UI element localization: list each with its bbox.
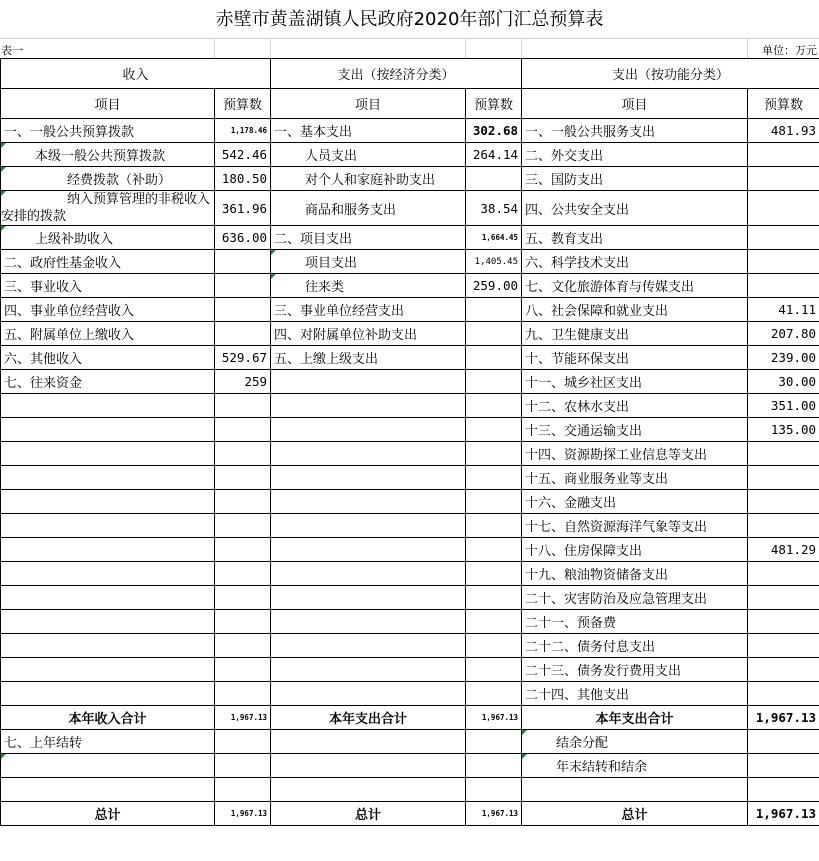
grid-line	[465, 38, 466, 58]
func-value	[748, 442, 819, 466]
econ-item	[271, 394, 466, 418]
func-total-value: 1,967.13	[748, 706, 819, 730]
econ-item	[271, 586, 466, 610]
econ-item	[271, 370, 466, 394]
income-item: 五、附属单位上缴收入	[1, 322, 215, 346]
income-value: 361.96	[215, 191, 271, 226]
econ-item	[271, 418, 466, 442]
income-item	[1, 682, 215, 706]
econ-item: 商品和服务支出	[271, 191, 466, 226]
income-value	[215, 514, 271, 538]
func-value	[748, 490, 819, 514]
func-value: 239.00	[748, 346, 819, 370]
table-row	[1, 562, 819, 586]
func-item-label: 结余分配	[556, 736, 609, 751]
income-item: 七、往来资金	[1, 370, 215, 394]
econ-value	[466, 682, 522, 706]
income-item	[1, 514, 215, 538]
carry-row	[1, 778, 819, 802]
income-item	[1, 658, 215, 682]
econ-value	[466, 167, 522, 191]
econ-item-label: 往来类	[305, 280, 345, 295]
income-value	[215, 538, 271, 562]
cell-marker	[1, 754, 6, 759]
func-item	[522, 730, 748, 754]
func-value: 30.00	[748, 370, 819, 394]
income-value	[215, 418, 271, 442]
income-item	[1, 610, 215, 634]
func-value	[748, 634, 819, 658]
income-value	[215, 586, 271, 610]
table-row	[1, 418, 819, 442]
income-item: 三、事业收入	[1, 274, 215, 298]
table-row	[1, 143, 819, 167]
cell-marker	[522, 730, 527, 735]
income-value	[215, 610, 271, 634]
income-total-value: 1,967.13	[215, 706, 271, 730]
econ-value: 259.00	[466, 274, 522, 298]
table-row	[1, 466, 819, 490]
func-value	[748, 682, 819, 706]
income-item-label: 经费拨款（补助）	[67, 173, 172, 188]
econ-item: 三、事业单位经营支出	[271, 298, 466, 322]
income-item	[1, 466, 215, 490]
func-item: 三、国防支出	[522, 167, 748, 191]
column-header-item: 项目	[271, 89, 466, 119]
econ-item	[271, 610, 466, 634]
cell-marker	[1, 167, 6, 172]
table-row	[1, 682, 819, 706]
income-value	[215, 442, 271, 466]
func-value	[748, 226, 819, 250]
income-item-label: 上级补助收入	[35, 232, 114, 247]
func-item: 十四、资源勘探工业信息等支出	[522, 442, 748, 466]
table-row	[1, 394, 819, 418]
func-value	[748, 778, 819, 802]
income-total-label: 本年收入合计	[1, 706, 215, 730]
table-row	[1, 226, 819, 250]
income-value	[215, 634, 271, 658]
func-value	[748, 466, 819, 490]
econ-value: 38.54	[466, 191, 522, 226]
sheet-title: 赤壁市黄盖湖镇人民政府2020年部门汇总预算表	[215, 9, 604, 30]
econ-item	[271, 514, 466, 538]
income-item: 七、上年结转	[1, 730, 215, 754]
econ-item	[271, 754, 466, 778]
table-row	[1, 658, 819, 682]
func-value	[748, 586, 819, 610]
econ-value	[466, 586, 522, 610]
func-item: 十、节能环保支出	[522, 346, 748, 370]
func-item: 一、一般公共服务支出	[522, 119, 748, 143]
func-value	[748, 610, 819, 634]
func-item: 八、社会保障和就业支出	[522, 298, 748, 322]
grid-line	[747, 38, 748, 58]
carry-row	[1, 730, 819, 754]
func-value: 481.93	[748, 119, 819, 143]
income-value	[215, 778, 271, 802]
table-row	[1, 538, 819, 562]
income-item	[1, 562, 215, 586]
econ-item	[271, 634, 466, 658]
grand-total-value: 1,967.13	[215, 802, 271, 826]
income-item	[1, 143, 215, 167]
income-value	[215, 394, 271, 418]
func-item: 二十一、预备费	[522, 610, 748, 634]
table-row	[1, 514, 819, 538]
section-header-row	[1, 59, 819, 89]
econ-value	[466, 490, 522, 514]
income-item: 六、其他收入	[1, 346, 215, 370]
func-value	[748, 143, 819, 167]
table-row	[1, 191, 819, 226]
income-item: 四、事业单位经营收入	[1, 298, 215, 322]
income-value	[215, 730, 271, 754]
income-value	[215, 322, 271, 346]
econ-value: 302.68	[466, 119, 522, 143]
econ-section-header: 支出（按经济分类）	[271, 59, 522, 89]
econ-value	[466, 442, 522, 466]
table-label: 表一	[1, 44, 23, 57]
econ-value	[466, 370, 522, 394]
income-value: 542.46	[215, 143, 271, 167]
func-value: 135.00	[748, 418, 819, 442]
income-value	[215, 754, 271, 778]
econ-item: 对个人和家庭补助支出	[271, 167, 466, 191]
econ-item	[271, 442, 466, 466]
func-item: 五、教育支出	[522, 226, 748, 250]
income-item	[1, 538, 215, 562]
func-item: 二十四、其他支出	[522, 682, 748, 706]
func-section-header: 支出（按功能分类）	[522, 59, 819, 89]
econ-value	[466, 610, 522, 634]
cell-marker	[1, 191, 6, 196]
func-item: 十六、金融支出	[522, 490, 748, 514]
grand-total-label: 总计	[522, 802, 748, 826]
income-item	[1, 191, 215, 226]
func-value	[748, 562, 819, 586]
econ-item: 人员支出	[271, 143, 466, 167]
econ-item: 四、对附属单位补助支出	[271, 322, 466, 346]
econ-value	[466, 754, 522, 778]
table-row	[1, 634, 819, 658]
econ-value: 264.14	[466, 143, 522, 167]
func-value	[748, 658, 819, 682]
table-row	[1, 586, 819, 610]
column-header-item: 项目	[522, 89, 748, 119]
econ-total-label: 本年支出合计	[271, 706, 466, 730]
func-value	[748, 754, 819, 778]
econ-item: 一、基本支出	[271, 119, 466, 143]
table-row	[1, 346, 819, 370]
func-item: 六、科学技术支出	[522, 250, 748, 274]
func-item: 二十二、债务付息支出	[522, 634, 748, 658]
totals-row	[1, 706, 819, 730]
cell-marker	[522, 754, 527, 759]
income-value: 636.00	[215, 226, 271, 250]
income-item	[1, 226, 215, 250]
econ-value	[466, 418, 522, 442]
grid-line	[214, 38, 215, 58]
func-value	[748, 730, 819, 754]
func-item: 四、公共安全支出	[522, 191, 748, 226]
func-value	[748, 191, 819, 226]
func-value	[748, 514, 819, 538]
income-item: 一、一般公共预算拨款	[1, 119, 215, 143]
income-item	[1, 394, 215, 418]
func-value	[748, 167, 819, 191]
econ-item	[271, 682, 466, 706]
cell-marker	[1, 226, 6, 231]
func-item: 十二、农林水支出	[522, 394, 748, 418]
econ-value	[466, 778, 522, 802]
grid-line	[0, 38, 819, 39]
econ-item	[271, 466, 466, 490]
func-item: 十九、粮油物资储备支出	[522, 562, 748, 586]
table-row	[1, 274, 819, 298]
income-item	[1, 634, 215, 658]
grand-total-value: 1,967.13	[748, 802, 819, 826]
econ-value	[466, 394, 522, 418]
econ-value	[466, 298, 522, 322]
income-value: 180.50	[215, 167, 271, 191]
func-item: 二十、灾害防治及应急管理支出	[522, 586, 748, 610]
table-row	[1, 490, 819, 514]
income-value	[215, 250, 271, 274]
carry-row	[1, 754, 819, 778]
econ-item: 五、上缴上级支出	[271, 346, 466, 370]
func-value: 481.29	[748, 538, 819, 562]
income-value	[215, 274, 271, 298]
income-item-label: 纳入预算管理的非税收入安排的拨款	[1, 192, 211, 224]
econ-item	[271, 250, 466, 274]
econ-value	[466, 322, 522, 346]
econ-value	[466, 466, 522, 490]
econ-item	[271, 274, 466, 298]
income-value: 259	[215, 370, 271, 394]
func-value	[748, 250, 819, 274]
budget-table	[0, 58, 819, 826]
func-item: 九、卫生健康支出	[522, 322, 748, 346]
cell-marker	[271, 250, 276, 255]
func-value: 351.00	[748, 394, 819, 418]
column-header-budget: 预算数	[466, 89, 522, 119]
column-header-item: 项目	[1, 89, 215, 119]
cell-marker	[271, 274, 276, 279]
grid-line	[270, 38, 271, 58]
income-value	[215, 658, 271, 682]
econ-value	[466, 658, 522, 682]
func-item: 七、文化旅游体育与传媒支出	[522, 274, 748, 298]
func-item	[522, 778, 748, 802]
econ-value	[466, 730, 522, 754]
table-row	[1, 322, 819, 346]
econ-item	[271, 490, 466, 514]
econ-item-label: 项目支出	[305, 256, 358, 271]
grand-total-label: 总计	[1, 802, 215, 826]
income-value: 1,178.46	[215, 119, 271, 143]
income-item	[1, 418, 215, 442]
income-item	[1, 167, 215, 191]
table-row	[1, 250, 819, 274]
column-header-budget: 预算数	[748, 89, 819, 119]
func-item	[522, 754, 748, 778]
econ-value	[466, 514, 522, 538]
income-value: 529.67	[215, 346, 271, 370]
income-item	[1, 778, 215, 802]
func-value: 207.80	[748, 322, 819, 346]
func-item: 十一、城乡社区支出	[522, 370, 748, 394]
func-item: 十三、交通运输支出	[522, 418, 748, 442]
income-value	[215, 490, 271, 514]
func-item: 十五、商业服务业等支出	[522, 466, 748, 490]
econ-value	[466, 346, 522, 370]
func-item-label: 年末结转和结余	[556, 760, 648, 775]
grand-total-value: 1,967.13	[466, 802, 522, 826]
func-value: 41.11	[748, 298, 819, 322]
econ-value: 1,664.45	[466, 226, 522, 250]
grid-line	[521, 38, 522, 58]
func-item: 十八、住房保障支出	[522, 538, 748, 562]
table-row	[1, 167, 819, 191]
table-row	[1, 298, 819, 322]
cell-marker	[1, 143, 6, 148]
econ-item	[271, 778, 466, 802]
grand-total-label: 总计	[271, 802, 466, 826]
income-item-label: 本级一般公共预算拨款	[35, 149, 166, 164]
func-value	[748, 274, 819, 298]
econ-value	[466, 562, 522, 586]
column-header-budget: 预算数	[215, 89, 271, 119]
func-total-label: 本年支出合计	[522, 706, 748, 730]
econ-item	[271, 658, 466, 682]
income-value	[215, 682, 271, 706]
table-row	[1, 442, 819, 466]
econ-item	[271, 562, 466, 586]
income-value	[215, 466, 271, 490]
econ-item	[271, 730, 466, 754]
econ-value	[466, 634, 522, 658]
func-item: 二、外交支出	[522, 143, 748, 167]
econ-item: 二、项目支出	[271, 226, 466, 250]
income-item: 二、政府性基金收入	[1, 250, 215, 274]
grand-total-row	[1, 802, 819, 826]
econ-value: 1,405.45	[466, 250, 522, 274]
func-item: 十七、自然资源海洋气象等支出	[522, 514, 748, 538]
unit-label: 单位：万元	[762, 44, 817, 57]
econ-value	[466, 538, 522, 562]
func-item: 二十三、债务发行费用支出	[522, 658, 748, 682]
table-row	[1, 610, 819, 634]
income-section-header: 收入	[1, 59, 271, 89]
column-header-row	[1, 89, 819, 119]
income-item	[1, 442, 215, 466]
income-item	[1, 490, 215, 514]
income-item	[1, 586, 215, 610]
income-item	[1, 754, 215, 778]
income-value	[215, 562, 271, 586]
econ-total-value: 1,967.13	[466, 706, 522, 730]
income-value	[215, 298, 271, 322]
econ-item	[271, 538, 466, 562]
table-row	[1, 119, 819, 143]
table-row	[1, 370, 819, 394]
